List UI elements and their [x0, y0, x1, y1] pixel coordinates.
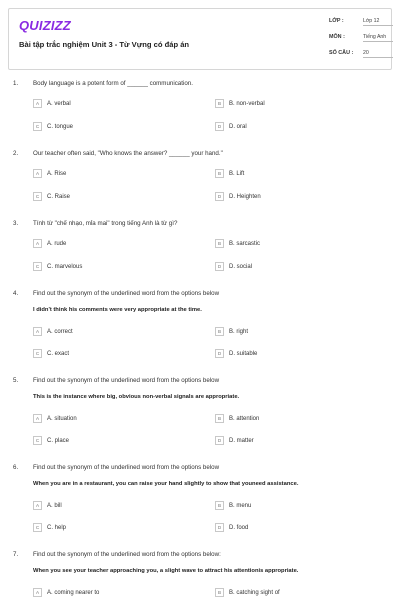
question-sentence: When you see your teacher approaching you, a slight wave to attract his attentionis appropriate.: [33, 568, 299, 574]
option-b[interactable]: [215, 588, 280, 597]
option-letter-box: D: [215, 349, 224, 358]
question-text: Our teacher often said, "Who knows the answer? ______ your hand.": [33, 150, 223, 157]
quizizz-logo: QUIZIZZ: [19, 18, 71, 33]
question-number: 4.: [13, 290, 19, 297]
option-letter-box: C: [33, 262, 42, 271]
option-letter-box: B: [215, 169, 224, 178]
option-letter-box: C: [33, 436, 42, 445]
option-d[interactable]: [215, 523, 248, 532]
option-letter-box: D: [215, 262, 224, 271]
question-number: 7.: [13, 551, 19, 558]
option-letter-box: A: [33, 588, 42, 597]
question-number: 3.: [13, 220, 19, 227]
option-letter-box: A: [33, 169, 42, 178]
meta-value-subject: Tiếng Anh: [363, 34, 393, 42]
option-letter-box: A: [33, 414, 42, 423]
option-letter-box: B: [215, 501, 224, 510]
option-text: D. matter: [229, 437, 254, 444]
question-text: Tính từ "chế nhạo, mỉa mai" trong tiếng Anh là từ gì?: [33, 220, 178, 227]
option-text: A. coming nearer to: [47, 589, 100, 596]
option-text: B. menu: [229, 502, 252, 509]
option-d[interactable]: [215, 262, 252, 271]
option-c[interactable]: [33, 192, 70, 201]
option-text: C. help: [47, 524, 67, 531]
option-c[interactable]: [33, 349, 69, 358]
page-title: Bài tập trắc nghiệm Unit 3 - Từ Vựng có đáp án: [19, 40, 190, 49]
question-number: 6.: [13, 464, 19, 471]
option-text: B. catching sight of: [229, 589, 280, 596]
option-a[interactable]: [33, 501, 62, 510]
option-text: B. Lift: [229, 170, 245, 177]
option-text: C. place: [47, 437, 70, 444]
option-text: D. oral: [229, 123, 247, 130]
option-text: A. Rise: [47, 170, 67, 177]
option-b[interactable]: [215, 169, 244, 178]
question-number: 1.: [13, 80, 19, 87]
option-letter-box: A: [33, 327, 42, 336]
option-text: D. Heighten: [229, 193, 261, 200]
option-letter-box: B: [215, 327, 224, 336]
option-text: C. marvelous: [47, 263, 83, 270]
question-sentence: This is the instance where big, obvious non-verbal signals are appropriate.: [33, 394, 240, 400]
option-letter-box: C: [33, 192, 42, 201]
option-letter-box: C: [33, 523, 42, 532]
option-text: B. right: [229, 328, 249, 335]
option-letter-box: D: [215, 436, 224, 445]
option-text: D. food: [229, 524, 249, 531]
option-text: A. correct: [47, 328, 73, 335]
option-d[interactable]: [215, 122, 247, 131]
option-text: A. situation: [47, 415, 77, 422]
option-b[interactable]: [215, 327, 248, 336]
option-a[interactable]: [33, 169, 66, 178]
question-sentence: I didn't think his comments were very appropriate at the time.: [33, 307, 202, 313]
option-c[interactable]: [33, 436, 69, 445]
option-letter-box: D: [215, 192, 224, 201]
option-letter-box: B: [215, 414, 224, 423]
option-text: B. non-verbal: [229, 100, 265, 107]
option-letter-box: A: [33, 501, 42, 510]
option-d[interactable]: [215, 436, 254, 445]
question-text: Find out the synonym of the underlined word from the options below:: [33, 551, 221, 558]
option-c[interactable]: [33, 262, 82, 271]
option-letter-box: C: [33, 349, 42, 358]
option-letter-box: B: [215, 239, 224, 248]
option-a[interactable]: [33, 99, 71, 108]
option-text: B. sarcastic: [229, 240, 261, 247]
option-d[interactable]: [215, 349, 257, 358]
option-b[interactable]: [215, 501, 251, 510]
meta-value-grade: Lớp 12: [363, 18, 393, 26]
option-d[interactable]: [215, 192, 261, 201]
option-text: C. tongue: [47, 123, 74, 130]
option-letter-box: A: [33, 239, 42, 248]
option-letter-box: D: [215, 523, 224, 532]
option-text: A. rude: [47, 240, 67, 247]
question-text: Find out the synonym of the underlined word from the options below: [33, 377, 220, 384]
option-text: D. suitable: [229, 350, 258, 357]
option-a[interactable]: [33, 588, 99, 597]
option-text: A. verbal: [47, 100, 71, 107]
option-text: C. Raise: [47, 193, 71, 200]
option-letter-box: B: [215, 588, 224, 597]
option-b[interactable]: [215, 414, 259, 423]
meta-label-grade: LỚP :: [329, 18, 344, 24]
option-text: D. social: [229, 263, 253, 270]
question-text: Find out the synonym of the underlined word from the options below: [33, 464, 220, 471]
option-letter-box: D: [215, 122, 224, 131]
option-a[interactable]: [33, 327, 73, 336]
option-letter-box: A: [33, 99, 42, 108]
question-text: Find out the synonym of the underlined word from the options below: [33, 290, 220, 297]
option-b[interactable]: [215, 99, 265, 108]
option-a[interactable]: [33, 239, 66, 248]
question-text: Body language is a potent form of ______ communication.: [33, 80, 193, 87]
option-letter-box: C: [33, 122, 42, 131]
option-c[interactable]: [33, 122, 73, 131]
question-number: 5.: [13, 377, 19, 384]
option-letter-box: B: [215, 99, 224, 108]
question-number: 2.: [13, 150, 19, 157]
worksheet-header: [8, 8, 392, 70]
option-text: C. exact: [47, 350, 70, 357]
option-text: B. attention: [229, 415, 260, 422]
option-a[interactable]: [33, 414, 77, 423]
option-b[interactable]: [215, 239, 260, 248]
meta-label-count: SỐ CÂU :: [329, 50, 354, 56]
option-text: A. bill: [47, 502, 62, 509]
question-sentence: When you are in a restaurant, you can raise your hand slightly to show that youneed assistance.: [33, 481, 299, 487]
meta-label-subject: MÔN :: [329, 34, 345, 40]
option-c[interactable]: [33, 523, 66, 532]
meta-value-count: 20: [363, 50, 393, 58]
